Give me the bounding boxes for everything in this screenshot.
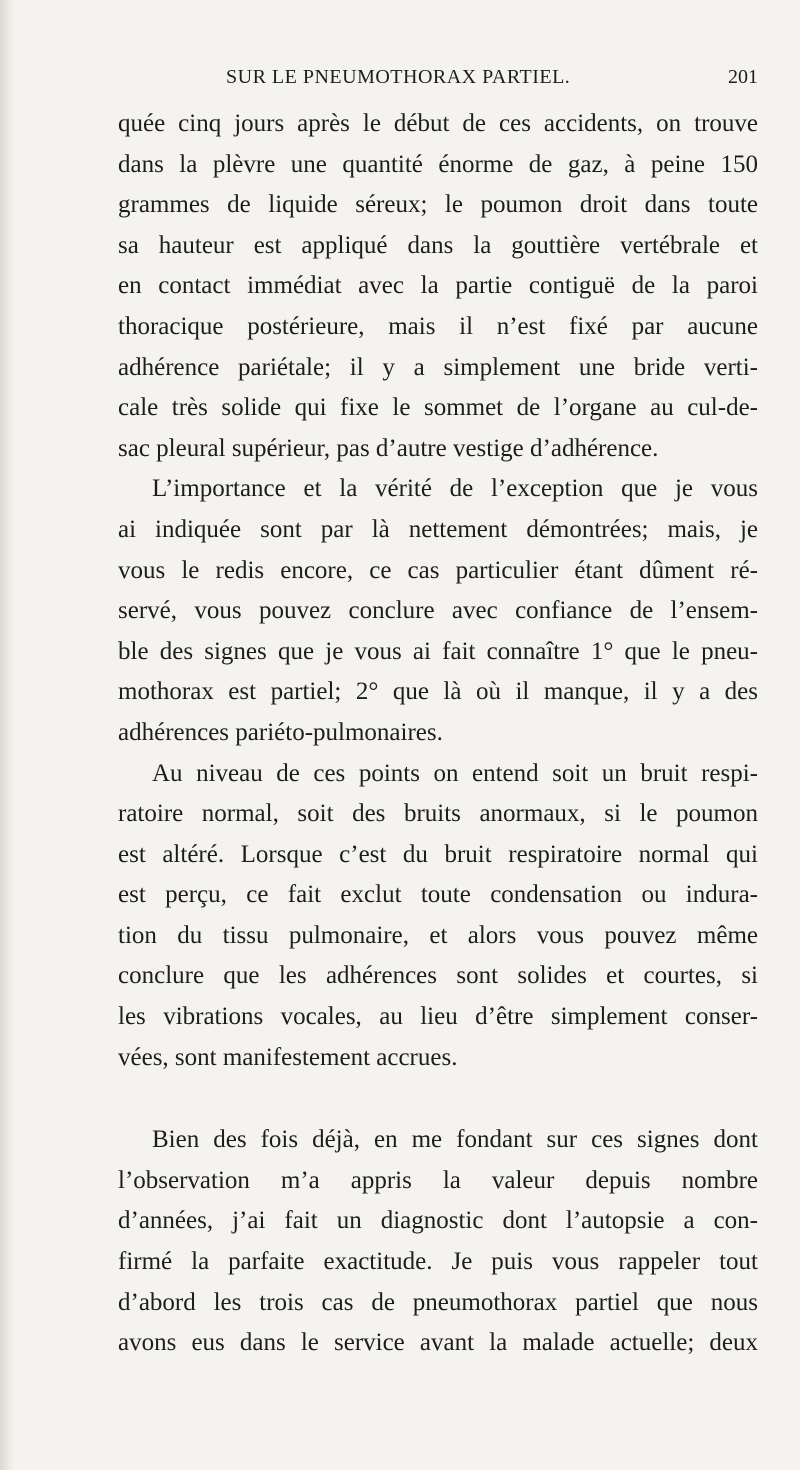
paragraph-2 — [118, 469, 758, 753]
page-header — [118, 66, 758, 96]
text-line: d’abord les trois cas de pneumothorax partiel que nous — [118, 1288, 758, 1316]
paragraph-spacer — [118, 1078, 758, 1120]
text-line: sac pleural supérieur, pas d’autre vestige d’adhérence. — [118, 434, 659, 462]
text-line: mothorax est partiel; 2° que là où il manque, il y a des — [118, 678, 758, 706]
text-line: Au niveau de ces points on entend soit un bruit respi- — [152, 759, 758, 787]
text-line: ai indiquée sont par là nettement démontrées; mais, je — [118, 515, 758, 543]
text-line: les vibrations vocales, au lieu d’être simplement conser- — [118, 1003, 758, 1031]
text-line: adhérence pariétale; il y a simplement une bride verti- — [118, 353, 758, 381]
page-binding-edge — [0, 0, 14, 1470]
text-line: est perçu, ce fait exclut toute condensation ou indura- — [118, 881, 758, 909]
text-line: vées, sont manifestement accrues. — [118, 1043, 458, 1071]
text-line: adhérences pariéto-pulmonaires. — [118, 718, 443, 746]
paragraph-4 — [118, 1120, 758, 1364]
page-number: 201 — [728, 66, 758, 88]
text-line: ratoire normal, soit des bruits anormaux, si le poumon — [118, 800, 758, 828]
text-line: en contact immédiat avec la partie contiguë de la paroi — [118, 272, 758, 300]
text-line: est altéré. Lorsque c’est du bruit respiratoire normal qui — [118, 840, 758, 868]
text-line: vous le redis encore, ce cas particulier étant dûment ré- — [118, 556, 758, 584]
text-line: conclure que les adhérences sont solides et courtes, si — [118, 962, 758, 990]
text-line: firmé la parfaite exactitude. Je puis vous rappeler tout — [118, 1248, 758, 1276]
text-line: quée cinq jours après le début de ces accidents, on trouve — [118, 110, 758, 137]
text-line: servé, vous pouvez conclure avec confiance de l’ensem- — [118, 597, 758, 625]
text-line: L’importance et la vérité de l’exception que je vous — [152, 475, 758, 503]
text-line: sa hauteur est appliqué dans la gouttière vertébrale et — [118, 231, 758, 259]
text-line: cale très solide qui fixe le sommet de l’organe au cul-de- — [118, 394, 758, 422]
body-text — [118, 104, 758, 1364]
text-line: grammes de liquide séreux; le poumon droit dans toute — [118, 191, 758, 219]
text-line: ble des signes que je vous ai fait connaître 1° que le pneu- — [118, 637, 758, 665]
paragraph-1 — [118, 104, 758, 469]
paragraph-3 — [118, 754, 758, 1079]
text-line: avons eus dans le service avant la malade actuelle; deux — [118, 1329, 758, 1357]
text-line: d’années, j’ai fait un diagnostic dont l’autopsie a con- — [118, 1207, 758, 1235]
text-line: thoracique postérieure, mais il n’est fixé par aucune — [118, 312, 758, 340]
running-title: SUR LE PNEUMOTHORAX PARTIEL. — [226, 66, 571, 88]
text-line: dans la plèvre une quantité énorme de gaz, à peine 150 — [118, 150, 758, 178]
text-line: tion du tissu pulmonaire, et alors vous pouvez même — [118, 921, 758, 949]
text-line: Bien des fois déjà, en me fondant sur ces signes dont — [152, 1126, 758, 1154]
text-line: l’observation m’a appris la valeur depuis nombre — [118, 1166, 758, 1194]
